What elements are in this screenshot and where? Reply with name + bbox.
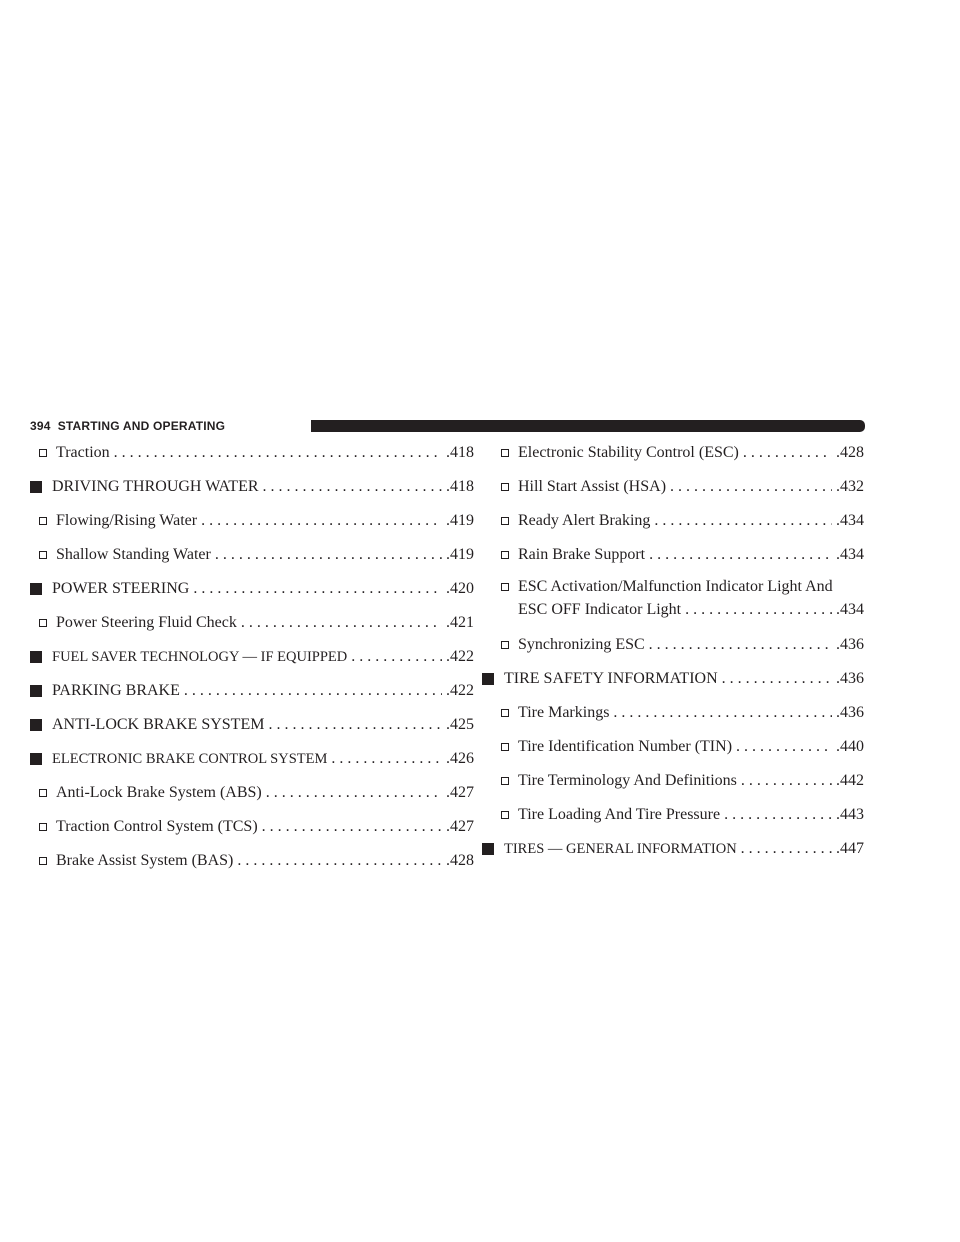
toc-entry[interactable] xyxy=(30,440,474,466)
running-head xyxy=(30,419,225,434)
toc-entry[interactable] xyxy=(482,666,864,692)
toc-entry-label: Tire Identification Number (TIN) xyxy=(518,738,733,755)
dot-leader xyxy=(331,746,442,772)
filled-square-bullet-icon xyxy=(30,583,42,595)
toc-entry-page: .447 xyxy=(836,840,864,857)
toc-entry-page: .436 xyxy=(836,670,864,687)
toc-entry[interactable] xyxy=(30,508,474,534)
dot-leader xyxy=(193,576,442,602)
toc-entry-page: .436 xyxy=(836,704,864,721)
toc-entry-label-continued: ESC OFF Indicator Light xyxy=(518,601,682,618)
toc-entry-page: .427 xyxy=(446,784,474,801)
filled-square-bullet-icon xyxy=(30,651,42,663)
filled-square-bullet-icon xyxy=(30,685,42,697)
open-square-bullet-icon xyxy=(39,517,47,525)
open-square-bullet-icon xyxy=(39,823,47,831)
open-square-bullet-icon xyxy=(501,517,509,525)
toc-entry-label: ANTI-LOCK BRAKE SYSTEM xyxy=(52,716,265,733)
toc-entry-page: .428 xyxy=(446,852,474,869)
open-square-bullet-icon xyxy=(39,857,47,865)
toc-entry-page: .434 xyxy=(836,546,864,563)
toc-entry-page: .426 xyxy=(446,750,474,767)
toc-entry-label: Rain Brake Support xyxy=(518,546,646,563)
toc-entry-page: .421 xyxy=(446,614,474,631)
open-square-bullet-icon xyxy=(501,777,509,785)
toc-entry[interactable] xyxy=(30,814,474,840)
toc-entry[interactable] xyxy=(492,576,864,622)
toc-entry-page: .427 xyxy=(446,818,474,835)
toc-entry[interactable] xyxy=(492,474,864,500)
toc-entry[interactable] xyxy=(30,712,474,738)
open-square-bullet-icon xyxy=(501,551,509,559)
toc-entry-label: Anti-Lock Brake System (ABS) xyxy=(56,784,262,801)
toc-entry[interactable] xyxy=(492,734,864,760)
toc-entry[interactable] xyxy=(492,632,864,658)
toc-entry-label: PARKING BRAKE xyxy=(52,682,180,699)
toc-entry-page: .442 xyxy=(836,772,864,789)
dot-leader xyxy=(262,814,442,840)
open-square-bullet-icon xyxy=(39,789,47,797)
toc-entry[interactable] xyxy=(492,802,864,828)
toc-entry-label: Synchronizing ESC xyxy=(518,636,645,653)
toc-entry-page: .422 xyxy=(446,682,474,699)
toc-entry-label: Brake Assist System (BAS) xyxy=(56,852,234,869)
open-square-bullet-icon xyxy=(501,483,509,491)
dot-leader xyxy=(741,836,832,862)
toc-entry-label: FUEL SAVER TECHNOLOGY — IF EQUIPPED xyxy=(52,649,348,665)
dot-leader xyxy=(670,474,832,500)
dot-leader xyxy=(741,768,832,794)
dot-leader xyxy=(266,780,442,806)
dot-leader xyxy=(613,700,832,726)
toc-entry-label: Flowing/Rising Water xyxy=(56,512,198,529)
toc-entry-page: .422 xyxy=(446,648,474,665)
toc-entry[interactable] xyxy=(492,700,864,726)
toc-entry[interactable] xyxy=(492,440,864,466)
toc-entry-page: .419 xyxy=(446,512,474,529)
filled-square-bullet-icon xyxy=(482,673,494,685)
open-square-bullet-icon xyxy=(501,583,509,591)
filled-square-bullet-icon xyxy=(482,843,494,855)
toc-entry-label: Tire Markings xyxy=(518,704,610,721)
toc-entry-page: .418 xyxy=(446,478,474,495)
dot-leader xyxy=(724,802,832,828)
dot-leader xyxy=(722,666,832,692)
toc-entry-label: TIRE SAFETY INFORMATION xyxy=(504,670,718,687)
dot-leader xyxy=(237,848,442,874)
toc-entry-label: POWER STEERING xyxy=(52,580,190,597)
toc-entry-label: Traction xyxy=(56,444,110,461)
dot-leader xyxy=(201,508,442,534)
open-square-bullet-icon xyxy=(501,811,509,819)
filled-square-bullet-icon xyxy=(30,719,42,731)
toc-entry[interactable] xyxy=(30,474,474,500)
dot-leader xyxy=(351,644,442,670)
dot-leader xyxy=(241,610,442,636)
dot-leader xyxy=(263,474,442,500)
open-square-bullet-icon xyxy=(501,743,509,751)
toc-entry-page: .425 xyxy=(446,716,474,733)
dot-leader xyxy=(215,542,442,568)
toc-entry-label: TIRES — GENERAL INFORMATION xyxy=(504,841,737,857)
toc-entry-label: Power Steering Fluid Check xyxy=(56,614,237,631)
toc-entry-label: ELECTRONIC BRAKE CONTROL SYSTEM xyxy=(52,751,328,767)
filled-square-bullet-icon xyxy=(30,481,42,493)
toc-entry-label: Tire Loading And Tire Pressure xyxy=(518,806,721,823)
toc-entry-label: Shallow Standing Water xyxy=(56,546,211,563)
open-square-bullet-icon xyxy=(501,709,509,717)
toc-entry-label: ESC Activation/Malfunction Indicator Light And xyxy=(518,578,833,595)
dot-leader xyxy=(268,712,442,738)
toc-entry[interactable] xyxy=(30,644,474,670)
toc-entry[interactable] xyxy=(30,576,474,602)
toc-entry-page: .419 xyxy=(446,546,474,563)
toc-entry[interactable] xyxy=(492,508,864,534)
toc-entry-page: .436 xyxy=(836,636,864,653)
open-square-bullet-icon xyxy=(39,551,47,559)
dot-leader xyxy=(685,598,832,622)
open-square-bullet-icon xyxy=(501,449,509,457)
toc-entry-page: .434 xyxy=(836,601,864,618)
toc-entry-page: .420 xyxy=(446,580,474,597)
toc-entry-label: Hill Start Assist (HSA) xyxy=(518,478,667,495)
dot-leader xyxy=(114,440,442,466)
toc-entry-page: .440 xyxy=(836,738,864,755)
toc-entry-page: .418 xyxy=(446,444,474,461)
toc-entry-label: Tire Terminology And Definitions xyxy=(518,772,737,789)
toc-entry-page: .428 xyxy=(836,444,864,461)
open-square-bullet-icon xyxy=(39,619,47,627)
dot-leader xyxy=(649,632,832,658)
dot-leader xyxy=(184,678,442,704)
toc-entry-label: Ready Alert Braking xyxy=(518,512,651,529)
header-rule-bar xyxy=(311,420,865,432)
section-title: STARTING AND OPERATING xyxy=(57,419,226,433)
toc-entry-page: .432 xyxy=(836,478,864,495)
page-header xyxy=(30,419,865,434)
filled-square-bullet-icon xyxy=(30,753,42,765)
toc-entry-label: Traction Control System (TCS) xyxy=(56,818,258,835)
toc-entry[interactable] xyxy=(30,848,474,874)
toc-entry-page: .443 xyxy=(836,806,864,823)
toc-entry[interactable] xyxy=(30,542,474,568)
toc-entry[interactable] xyxy=(482,836,864,862)
toc-entry[interactable] xyxy=(30,780,474,806)
toc-entry[interactable] xyxy=(30,610,474,636)
dot-leader xyxy=(654,508,832,534)
open-square-bullet-icon xyxy=(39,449,47,457)
page-number: 394 xyxy=(30,419,51,433)
toc-entry-page: .434 xyxy=(836,512,864,529)
toc-entry[interactable] xyxy=(30,746,474,772)
dot-leader xyxy=(743,440,832,466)
dot-leader xyxy=(736,734,832,760)
toc-entry[interactable] xyxy=(492,768,864,794)
toc-entry[interactable] xyxy=(492,542,864,568)
open-square-bullet-icon xyxy=(501,641,509,649)
dot-leader xyxy=(649,542,832,568)
toc-entry-label: Electronic Stability Control (ESC) xyxy=(518,444,739,461)
toc-entry-label: DRIVING THROUGH WATER xyxy=(52,478,259,495)
toc-entry[interactable] xyxy=(30,678,474,704)
